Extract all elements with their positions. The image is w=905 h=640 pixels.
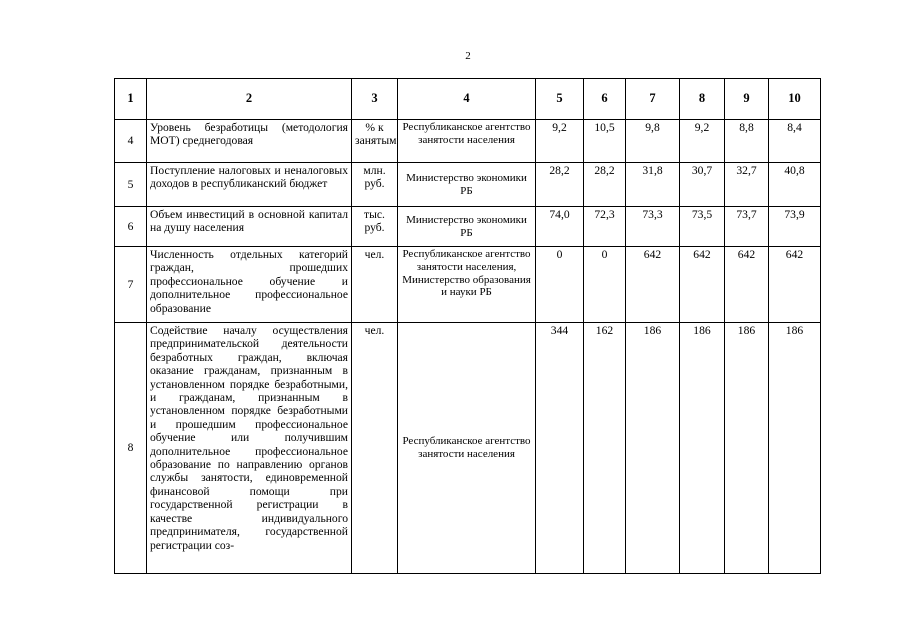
column-header: 10 bbox=[769, 79, 821, 120]
unit-cell: чел. bbox=[352, 247, 398, 323]
value-cell: 74,0 bbox=[536, 207, 584, 247]
column-header: 1 bbox=[115, 79, 147, 120]
value-cell: 344 bbox=[536, 323, 584, 574]
value-cell: 642 bbox=[680, 247, 725, 323]
value-cell: 73,3 bbox=[626, 207, 680, 247]
value-cell: 10,5 bbox=[584, 120, 626, 163]
executor-cell: Министерство экономики РБ bbox=[398, 163, 536, 207]
row-number: 6 bbox=[115, 207, 147, 247]
value-cell: 186 bbox=[626, 323, 680, 574]
value-cell: 28,2 bbox=[536, 163, 584, 207]
executor-cell: Республиканское агентство занятости населения bbox=[398, 120, 536, 163]
column-header: 8 bbox=[680, 79, 725, 120]
column-header: 4 bbox=[398, 79, 536, 120]
value-cell: 9,8 bbox=[626, 120, 680, 163]
value-cell: 8,8 bbox=[725, 120, 769, 163]
value-cell: 73,7 bbox=[725, 207, 769, 247]
indicator-name: Уровень безработицы (методология МОТ) среднегодовая bbox=[147, 120, 352, 163]
value-cell: 73,5 bbox=[680, 207, 725, 247]
executor-cell: Министерство экономики РБ bbox=[398, 207, 536, 247]
value-cell: 30,7 bbox=[680, 163, 725, 207]
column-header: 7 bbox=[626, 79, 680, 120]
value-cell: 642 bbox=[769, 247, 821, 323]
row-number: 7 bbox=[115, 247, 147, 323]
column-header: 3 bbox=[352, 79, 398, 120]
value-cell: 40,8 bbox=[769, 163, 821, 207]
row-number: 8 bbox=[115, 323, 147, 574]
value-cell: 9,2 bbox=[680, 120, 725, 163]
table-row bbox=[115, 207, 821, 247]
value-cell: 9,2 bbox=[536, 120, 584, 163]
value-cell: 642 bbox=[626, 247, 680, 323]
indicator-name: Поступление налоговых и неналоговых доходов в республиканский бюджет bbox=[147, 163, 352, 207]
unit-cell: чел. bbox=[352, 323, 398, 574]
executor-cell: Республиканское агентство занятости населения bbox=[398, 323, 536, 574]
column-header: 6 bbox=[584, 79, 626, 120]
value-cell: 28,2 bbox=[584, 163, 626, 207]
column-header: 5 bbox=[536, 79, 584, 120]
value-cell: 8,4 bbox=[769, 120, 821, 163]
page-number: 2 bbox=[465, 50, 471, 62]
value-cell: 162 bbox=[584, 323, 626, 574]
value-cell: 73,9 bbox=[769, 207, 821, 247]
row-number: 4 bbox=[115, 120, 147, 163]
value-cell: 72,3 bbox=[584, 207, 626, 247]
value-cell: 0 bbox=[536, 247, 584, 323]
table-row bbox=[115, 120, 821, 163]
unit-cell: млн. руб. bbox=[352, 163, 398, 207]
column-header: 2 bbox=[147, 79, 352, 120]
column-header: 9 bbox=[725, 79, 769, 120]
indicators-table bbox=[114, 78, 821, 574]
value-cell: 32,7 bbox=[725, 163, 769, 207]
table-header-row bbox=[115, 79, 821, 120]
value-cell: 31,8 bbox=[626, 163, 680, 207]
table-row bbox=[115, 247, 821, 323]
table-row bbox=[115, 163, 821, 207]
unit-cell: % к занятым bbox=[352, 120, 398, 163]
value-cell: 186 bbox=[725, 323, 769, 574]
indicator-name: Численность отдельных категорий граждан, прошедших профессиональное обучение и дополнительное профессиональное образование bbox=[147, 247, 352, 323]
indicator-name: Содействие началу осуществления предпринимательской деятельности безработных граждан, включая оказание гражданам, признанным в установленном порядке безработными, и гражданам, признанным в установленном порядке безработными и прошедшим профессиональное обучение или получившим дополнительное профессиональное образование по направлению органов службы занятости, единовременной финансовой помощи при государственной регистрации в качестве индивидуального предпринимателя, государственной регистрации соз- bbox=[147, 323, 352, 574]
row-number: 5 bbox=[115, 163, 147, 207]
value-cell: 642 bbox=[725, 247, 769, 323]
unit-cell: тыс. руб. bbox=[352, 207, 398, 247]
value-cell: 186 bbox=[680, 323, 725, 574]
value-cell: 0 bbox=[584, 247, 626, 323]
table-row bbox=[115, 323, 821, 574]
indicator-name: Объем инвестиций в основной капитал на душу населения bbox=[147, 207, 352, 247]
value-cell: 186 bbox=[769, 323, 821, 574]
executor-cell: Республиканское агентство занятости населения, Министерство образования и науки РБ bbox=[398, 247, 536, 323]
